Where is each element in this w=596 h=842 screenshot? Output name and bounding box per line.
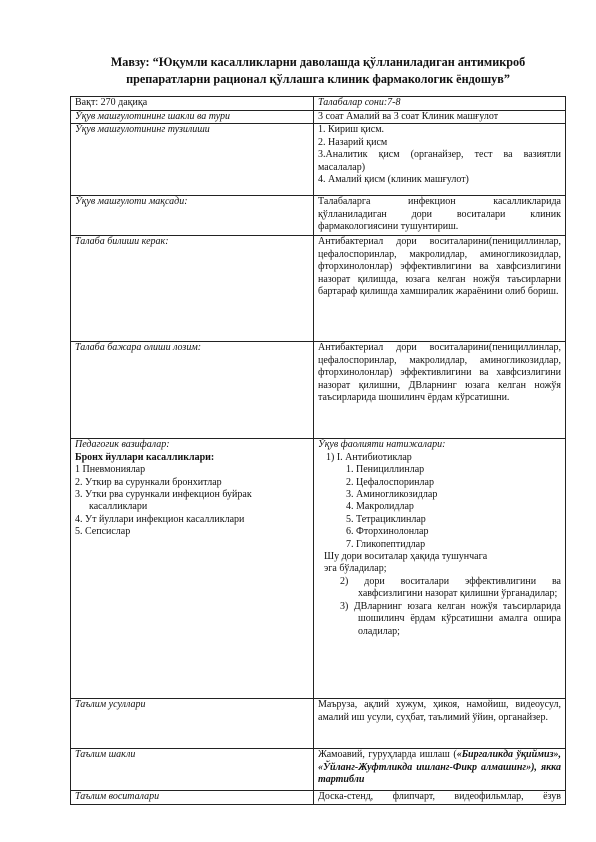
table-row: [71, 342, 566, 439]
goal-label-cell: [71, 196, 314, 236]
title-line-1: Мавзу: “Юқумли касалликларни даволашда қўлланиладиган антимикроб: [110, 55, 526, 69]
results-cell: [314, 439, 566, 699]
methods-value: Маъруза, ақлий хужум, ҳикоя, намойиш, видеоусул, амалий иш усули, суҳбат, таълимий ўйин, органайзер.: [318, 699, 561, 723]
students-label: Талабалар сони:7-8: [318, 97, 401, 108]
know-value-cell: [314, 236, 566, 342]
lesson-plan-table: [70, 96, 566, 805]
task-item: 5. Сепсислар: [75, 526, 131, 538]
results-heading: Ўқув фаолияти натижалари:: [318, 439, 446, 451]
form2-label-cell: [71, 749, 314, 791]
tasks-subheading: Бронх йуллари касалликлари:: [75, 451, 215, 463]
result-subitem: 2) дори воситалари эффективлигини ва хавфсизлигини назорат қилишни ўрганадилар;: [340, 575, 561, 600]
task-item: 4. Ут йуллари инфекцион касалликлари: [75, 513, 245, 525]
do-value: Антибактериал дори воситаларини(пенициллинлар, цефалоспоринлар, макролидлар, аминогликозидлар, фторхинолонлар) эффективлигини ва хавфсизлигини назорат қилишни, ДВларнинг юзага келган ножўя таъсирларида шошилинч ёрдам кўрсатишни.: [318, 342, 561, 404]
table-row: [71, 196, 566, 236]
tools-label: Таълим воситалари: [75, 791, 160, 803]
result-item: 2. Цефалоспоринлар: [346, 476, 434, 488]
title-line-2: препаратларни рационал қўллашга клиник фармакологик ёндошув”: [126, 72, 510, 86]
result-item: 7. Гликопептидлар: [346, 538, 426, 550]
table-row: [71, 439, 566, 699]
table-row: [71, 749, 566, 791]
goal-value-cell: [314, 196, 566, 236]
form-value-cell: [314, 111, 566, 124]
tools-label-cell: [71, 791, 314, 804]
tasks-cell: [71, 439, 314, 699]
structure-value-cell: [314, 124, 566, 196]
structure-item: 4. Амалий қисм (клиник машғулот): [318, 174, 469, 186]
result-item: 4. Макролидлар: [346, 501, 414, 513]
result-item: 5. Тетрациклинлар: [346, 513, 426, 525]
know-label-cell: [71, 236, 314, 342]
structure-label-cell: [71, 124, 314, 196]
know-label: Талаба билиши керак:: [75, 236, 169, 248]
form-label: Ўқув машғулотининг шакли ва тури: [75, 111, 231, 122]
tools-value: Доска-стенд, флипчарт, видеофильмлар, ёзув: [318, 791, 561, 803]
table-row: [71, 124, 566, 196]
form-value: 3 соат Амалий ва 3 соат Клиник машғулот: [318, 111, 499, 122]
table-row: [71, 791, 566, 804]
form2-value-bold: «Биргаликда ўқиймиз», «Ўйланг-Жуфтликда ишланг-Фикр алмашинг»), якка тартибли: [318, 749, 561, 786]
do-label: Талаба бажара олиши лозим:: [75, 342, 202, 354]
result-item: 1) I. Антибиотиклар: [326, 451, 412, 463]
results-about: Шу дори воситалар ҳақида тушунчага эга бўладилар;: [324, 551, 488, 575]
table-row: [71, 236, 566, 342]
do-label-cell: [71, 342, 314, 439]
time-cell: [71, 97, 314, 111]
result-item: 1. Пенициллинлар: [346, 464, 425, 476]
methods-value-cell: [314, 699, 566, 749]
students-cell: [314, 97, 566, 111]
form2-value-plain: Жамоавий, гуруҳларда ишлаш (: [318, 749, 457, 761]
task-item: 3. Утки рва сурункали инфекцион буйрак касалликлари: [75, 489, 252, 513]
table-row: [71, 111, 566, 124]
page-title: [70, 54, 566, 88]
time-label: Вақт: 270 дақиқа: [75, 97, 148, 108]
methods-label: Таълим усуллари: [75, 699, 146, 711]
task-item: 1 Пневмониялар: [75, 464, 146, 476]
result-item: 3. Аминогликозидлар: [346, 489, 438, 501]
form2-value-cell: [314, 749, 566, 791]
structure-item: 3.Аналитик қисм (органайзер, тест ва вазиятли масалалар): [318, 149, 561, 173]
structure-item: 1. Кириш қисм.: [318, 124, 385, 136]
structure-item: 2. Назарий қисм: [318, 136, 388, 148]
methods-label-cell: [71, 699, 314, 749]
table-row: [71, 699, 566, 749]
tasks-heading: Педагогик вазифалар:: [75, 439, 170, 451]
tools-value-cell: [314, 791, 566, 804]
table-row: [71, 97, 566, 111]
task-item: 2. Уткир ва сурункали бронхитлар: [75, 476, 222, 488]
know-value: Антибактериал дори воситаларини(пенициллинлар, цефалоспоринлар, макролидлар, аминогликозидлар, фторхинолонлар) эффективлигини ва хавфсизлигини назорат қилишда, юзага келган ножўя таъсирларни бартараф қилишда хамширалик жараёнини олиб бориш.: [318, 236, 561, 298]
form-label-cell: [71, 111, 314, 124]
goal-value: Талабаларга инфекцион касалликларида қўлланиладиган дори воситалари клиник фармакологиясини тушунтириш.: [318, 196, 561, 233]
do-value-cell: [314, 342, 566, 439]
result-subitem: 3) ДВларнинг юзага келган ножўя таъсирларида шошилинч ёрдам кўрсатишни амалга ошира оладилар;: [340, 600, 561, 637]
result-item: 6. Фторхинолонлар: [346, 526, 429, 538]
form2-label: Таълим шакли: [75, 749, 136, 761]
goal-label: Ўқув машғулоти мақсади:: [75, 196, 188, 208]
structure-label: Ўқув машғулотининг тузилиши: [75, 124, 210, 136]
